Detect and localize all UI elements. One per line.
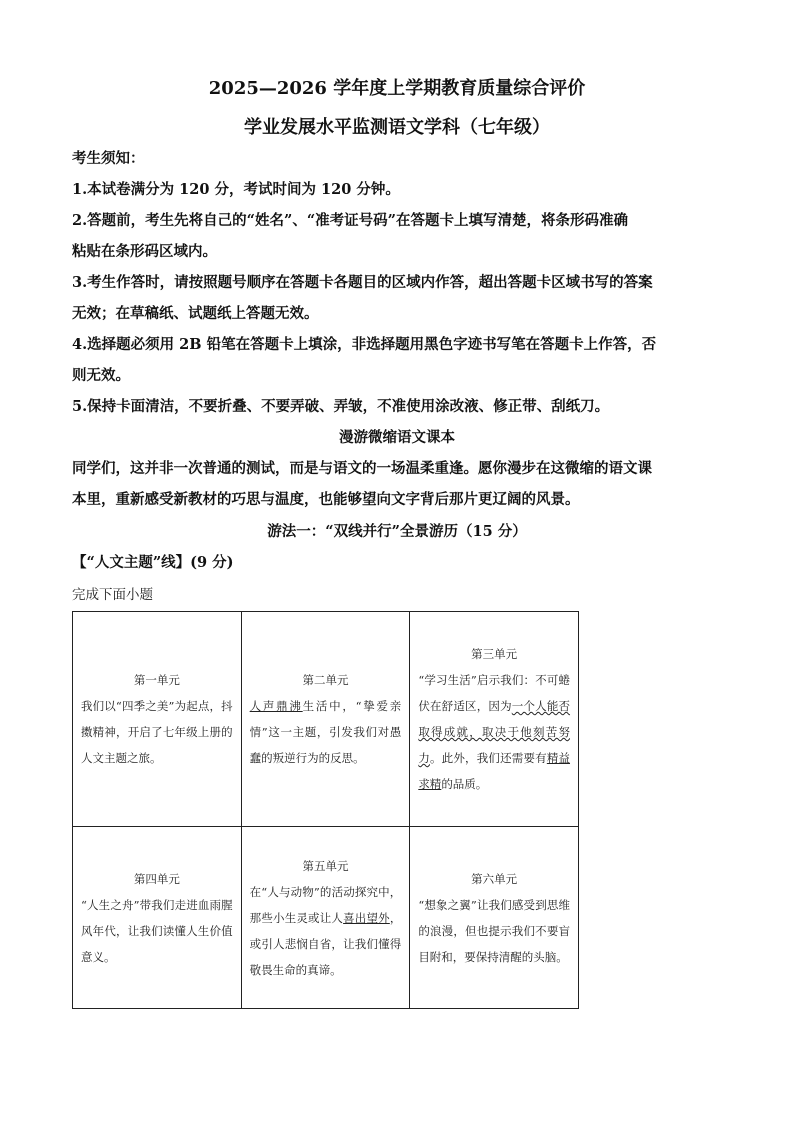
section1-heading: 游法一：“双线并行”全景游历（15 分） [267, 523, 527, 540]
notice-item-4-cont: 则无效。 [72, 367, 130, 384]
exam-title-line2: 学业发展水平监测语文学科（七年级） [244, 117, 550, 138]
notice-item-3-cont: 无效；在草稿纸、试题纸上答题无效。 [72, 305, 319, 322]
exam-title-line1: 2025—2026 学年度上学期教育质量综合评价 [208, 78, 586, 99]
unit-1-text: 我们以“四季之美”为起点，抖擞精神，开启了七年级上册的人文主题之旅。 [81, 699, 233, 766]
notice-item-3: 3.考生作答时，请按照题号顺序在答题卡各题目的区域内作答，超出答题卡区域书写的答案 [72, 274, 653, 291]
unit-3-underlined-phrase: 精益求精 [418, 751, 571, 792]
unit-4-title: 第四单元 [133, 871, 180, 886]
unit-5-underlined-phrase: 喜出望外 [343, 910, 390, 925]
unit-2-underlined-phrase: 人声鼎沸 [249, 699, 303, 714]
unit-cell-3 [410, 612, 579, 827]
unit-5-text-post: ，或引人悲悯自省，让我们懂得敬畏生命的真谛。 [249, 910, 402, 977]
notice-item-2-cont: 粘贴在条形码区域内。 [72, 243, 217, 260]
unit-6-title: 第六单元 [471, 871, 518, 886]
unit-6-text: “想象之翼”让我们感受到思维的浪漫，但也提示我们不要盲目附和，要保持清醒的头脑。 [418, 897, 570, 964]
units-row-2 [73, 827, 579, 1009]
unit-cell-2 [241, 612, 410, 827]
unit-cell-4 [73, 827, 242, 1009]
unit-5-title: 第五单元 [302, 858, 349, 873]
unit-3-wavy-sentence: 一个人能否取得成就，取决于他刻苦努力 [418, 699, 571, 766]
unit-3-text-pre: “学习生活”启示我们：不可蜷伏在舒适区，因为 [418, 673, 570, 714]
units-table [72, 611, 579, 1009]
intro-heading: 漫游微缩语文课本 [339, 429, 455, 446]
unit-2-text-post: 生活中，“挚爱亲情”这一主题，引发我们对愚蠢的叛逆行为的反思。 [249, 699, 402, 766]
notice-heading: 考生须知： [72, 150, 145, 167]
unit-cell-1 [73, 612, 242, 827]
unit-3-title: 第三单元 [471, 647, 518, 662]
unit-cell-6 [410, 827, 579, 1009]
intro-line-1: 同学们，这并非一次普通的测试，而是与语文的一场温柔重逢。愿你漫步在这微缩的语文课 [72, 460, 652, 477]
unit-3-text-mid: 。此外，我们还需要有 [430, 751, 547, 766]
notice-item-5: 5.保持卡面清洁，不要折叠、不要弄破、弄皱，不准使用涂改液、修正带、刮纸刀。 [72, 398, 610, 415]
section1-subheading: 【“人文主题”线】(9 分) [72, 554, 234, 571]
unit-2-title: 第二单元 [302, 673, 349, 688]
unit-5-text-pre: 在“人与动物”的活动探究中，那些小生灵或让人 [249, 884, 402, 925]
unit-3-text-post: 的品质。 [441, 777, 488, 792]
intro-line-2: 本里，重新感受新教材的巧思与温度，也能够望向文字背后那片更辽阔的风景。 [72, 491, 580, 508]
unit-cell-5 [241, 827, 410, 1009]
notice-item-1: 1.本试卷满分为 120 分，考试时间为 120 分钟。 [72, 181, 400, 198]
notice-item-4: 4.选择题必须用 2B 铅笔在答题卡上填涂，非选择题用黑色字迹书写笔在答题卡上作答，否 [72, 336, 657, 353]
unit-1-title: 第一单元 [133, 673, 180, 688]
units-row-1 [73, 612, 579, 827]
unit-4-text: “人生之舟”带我们走进血雨腥风年代，让我们读懂人生价值意义。 [81, 897, 233, 964]
section1-instruction: 完成下面小题 [72, 587, 153, 603]
notice-item-2: 2.答题前，考生先将自己的“姓名”、“准考证号码”在答题卡上填写清楚，将条形码准确 [72, 212, 628, 229]
